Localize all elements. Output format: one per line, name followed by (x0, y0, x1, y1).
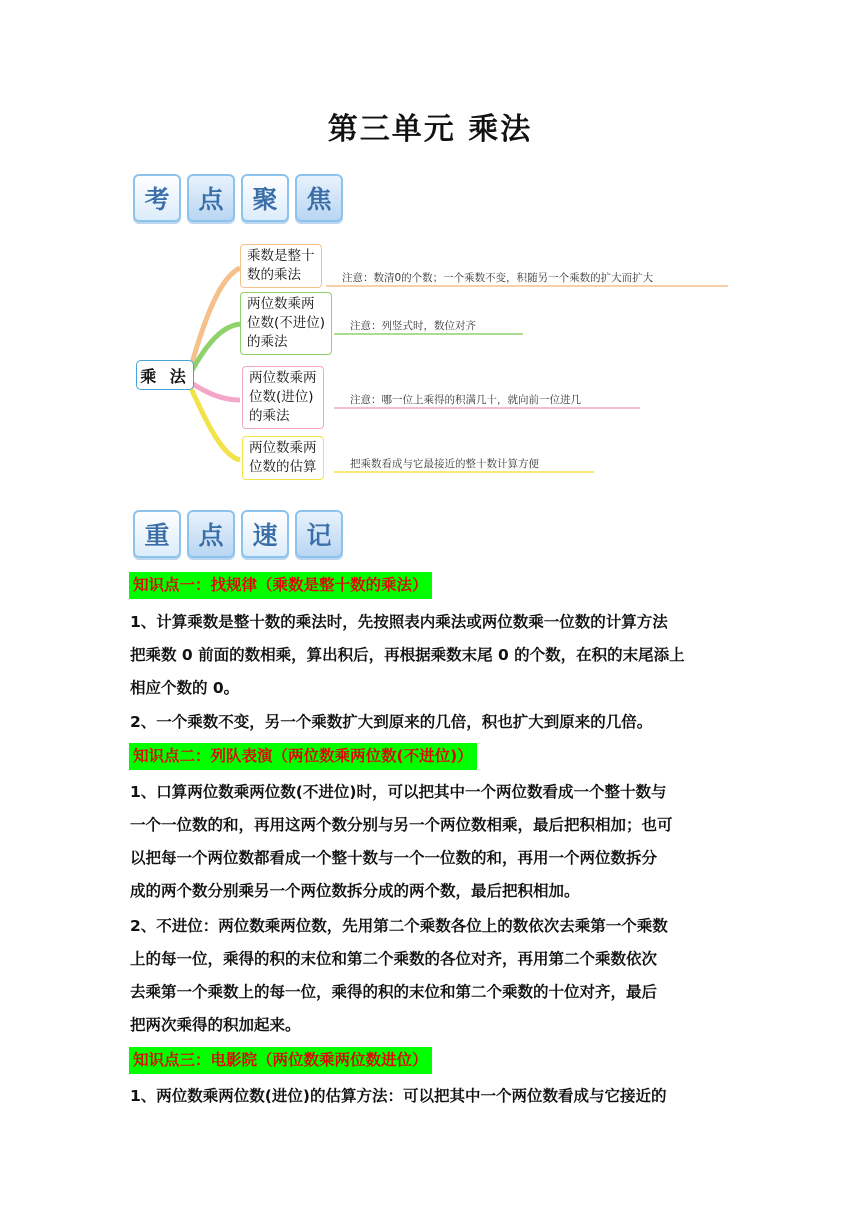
text-line: 去乘第一个乘数上的每一位，乘得的积的末位和第二个乘数的十位对齐，最后 (130, 983, 658, 1001)
mind-map-note: 注意：数清0的个数；一个乘数不变，积随另一个乘数的扩大而扩大 (342, 272, 654, 284)
mind-map-node (242, 366, 324, 429)
node-line: 位数(进位) (249, 389, 314, 405)
banner-tile: 点 (187, 174, 235, 222)
banner-zhongdian-suji (133, 510, 343, 558)
paragraph (130, 910, 734, 1042)
paragraph (130, 1080, 734, 1113)
mind-map (128, 236, 732, 498)
text-line: 相应个数的 0。 (130, 679, 240, 697)
text-line: 1、两位数乘两位数(进位)的估算方法：可以把其中一个两位数看成与它接近的 (130, 1087, 667, 1105)
mind-map-node (242, 436, 324, 480)
node-line: 两位数乘两 (249, 370, 317, 386)
text-line: 1、口算两位数乘两位数(不进位)时，可以把其中一个两位数看成一个整十数与 (130, 783, 667, 801)
text-line: 成的两个数分别乘另一个两位数拆分成的两个数，最后把积相加。 (130, 882, 580, 900)
text-line: 1、计算乘数是整十数的乘法时，先按照表内乘法或两位数乘一位数的计算方法 (130, 613, 668, 631)
banner-tile: 焦 (295, 174, 343, 222)
node-line: 数的乘法 (247, 267, 301, 283)
text-line: 上的每一位，乘得的积的末位和第二个乘数的各位对齐，再用第二个乘数依次 (130, 950, 658, 968)
banner-tile: 点 (187, 510, 235, 558)
paragraph (130, 776, 734, 908)
banner-kaodian-jujiao (133, 174, 343, 222)
knowledge-point-heading: 知识点一：找规律（乘数是整十数的乘法） (129, 572, 432, 599)
paragraph (130, 606, 734, 705)
text-line: 2、一个乘数不变，另一个乘数扩大到原来的几倍，积也扩大到原来的几倍。 (130, 713, 653, 731)
banner-tile: 记 (295, 510, 343, 558)
node-line: 两位数乘两 (249, 440, 317, 456)
node-line: 位数的估算 (249, 459, 317, 475)
text-line: 以把每一个两位数都看成一个整十数与一个一位数的和，再用一个两位数拆分 (130, 849, 658, 867)
mind-map-node (240, 292, 332, 355)
node-line: 乘数是整十 (247, 248, 315, 264)
knowledge-point-heading: 知识点二：列队表演（两位数乘两位数(不进位)） (129, 743, 477, 770)
mind-map-note: 注意：列竖式时，数位对齐 (350, 320, 476, 332)
mind-map-node (240, 244, 322, 288)
node-line: 位数(不进位) (247, 315, 326, 331)
text-line: 一个一位数的和，再用这两个数分别与另一个两位数相乘，最后把积相加；也可 (130, 816, 673, 834)
banner-tile: 考 (133, 174, 181, 222)
node-line: 的乘法 (249, 408, 290, 424)
text-line: 2、不进位：两位数乘两位数，先用第二个乘数各位上的数依次去乘第一个乘数 (130, 917, 668, 935)
text-line: 把两次乘得的积加起来。 (130, 1016, 301, 1034)
node-line: 的乘法 (247, 334, 288, 350)
knowledge-point-heading: 知识点三：电影院（两位数乘两位数进位） (129, 1047, 432, 1074)
text-line: 把乘数 0 前面的数相乘，算出积后，再根据乘数末尾 0 的个数，在积的末尾添上 (130, 646, 685, 664)
mind-map-note: 把乘数看成与它最接近的整十数计算方便 (350, 458, 539, 470)
mind-map-note: 注意：哪一位上乘得的积满几十，就向前一位进几 (350, 394, 581, 406)
page-title: 第三单元 乘法 (327, 112, 533, 147)
mind-map-root: 乘 法 (136, 360, 194, 390)
banner-tile: 聚 (241, 174, 289, 222)
node-line: 两位数乘两 (247, 296, 315, 312)
banner-tile: 速 (241, 510, 289, 558)
paragraph (130, 706, 734, 739)
banner-tile: 重 (133, 510, 181, 558)
